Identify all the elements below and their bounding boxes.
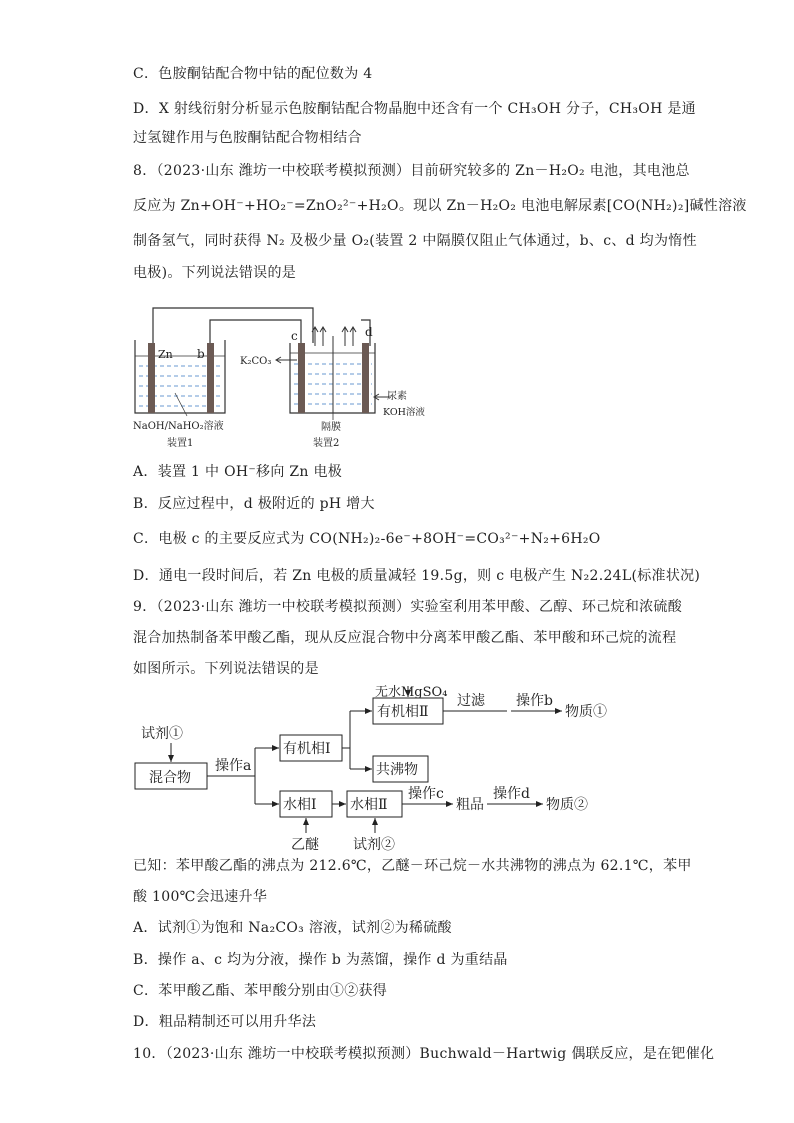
label-solution1: NaOH/NaHO₂溶液: [133, 421, 224, 432]
label-membrane: 隔膜: [321, 422, 341, 433]
zn-electrode: [148, 343, 155, 413]
text-organic-2: 有机相Ⅱ: [377, 704, 429, 720]
text-mixture: 混合物: [149, 770, 191, 786]
q9-option-a: A．试剂①为饱和 Na₂CO₃ 溶液，试剂②为稀硫酸: [133, 920, 452, 936]
q8-stem-line2: 反应为 Zn+OH⁻+HO₂⁻=ZnO₂²⁻+H₂O。现以 Zn－H₂O₂ 电池电解尿素[CO(NH₂)₂]碱性溶液: [133, 198, 747, 214]
text-op-c: 操作c: [408, 786, 444, 802]
q8-stem-line4: 电极)。下列说法错误的是: [133, 265, 297, 281]
label-k2co3: K₂CO₃: [240, 356, 272, 367]
label-b: b: [197, 347, 205, 361]
text-ether: 乙醚: [291, 837, 319, 853]
label-c: c: [291, 329, 298, 343]
q8-option-c: C．电极 c 的主要反应式为 CO(NH₂)₂-6e⁻+8OH⁻=CO₃²⁻+N₂+6H₂O: [133, 531, 601, 547]
c-electrode: [298, 343, 305, 413]
q9-stem-line1: 9．（2023·山东 潍坊一中校联考模拟预测）实验室利用苯甲酸、乙醇、环己烷和浓硫酸: [133, 599, 683, 615]
text-substance-1: 物质①: [565, 704, 607, 720]
q9-stem-line2: 混合加热制备苯甲酸乙酯，现从反应混合物中分离苯甲酸乙酯、苯甲酸和环己烷的流程: [133, 630, 677, 646]
text-aqueous-1: 水相Ⅰ: [283, 797, 317, 813]
label-koh: KOH溶液: [383, 407, 425, 418]
q7-option-d-line2: 过氢键作用与色胺酮钴配合物相结合: [133, 130, 362, 146]
q9-option-b: B．操作 a、c 均为分液，操作 b 为蒸馏，操作 d 为重结晶: [133, 952, 508, 968]
text-reagent-1: 试剂①: [141, 726, 183, 742]
text-substance-2: 物质②: [546, 797, 588, 813]
text-azeotrope: 共沸物: [376, 762, 418, 778]
text-op-d: 操作d: [493, 786, 530, 802]
b-electrode: [207, 343, 214, 413]
q8-stem-line3: 制备氢气，同时获得 N₂ 及极少量 O₂(装置 2 中隔膜仅阻止气体通过，b、c、d 均为惰性: [133, 233, 697, 249]
q8-option-b: B．反应过程中，d 极附近的 pH 增大: [133, 496, 375, 512]
text-op-b: 操作b: [516, 693, 553, 709]
text-organic-1: 有机相Ⅰ: [283, 741, 331, 757]
q9-option-d: D．粗品精制还可以用升华法: [133, 1014, 317, 1030]
label-device1: 装置1: [167, 438, 194, 449]
label-urea: 尿素: [387, 391, 407, 402]
q9-known-line2: 酸 100℃会迅速升华: [133, 889, 268, 905]
separation-flow-diagram: [125, 683, 645, 858]
label-zn: Zn: [158, 348, 173, 361]
electrolysis-apparatus-figure: [125, 298, 445, 458]
text-crude: 粗品: [456, 797, 484, 813]
label-device2: 装置2: [313, 438, 340, 449]
text-reagent-2: 试剂②: [353, 837, 395, 853]
q7-option-c: C．色胺酮钴配合物中钴的配位数为 4: [133, 66, 373, 82]
q10-stem-line1: 10．（2023·山东 潍坊一中校联考模拟预测）Buchwald－Hartwig 偶联反应，是在钯催化: [133, 1046, 715, 1062]
q8-option-d: D．通电一段时间后，若 Zn 电极的质量减轻 19.5g，则 c 电极产生 N₂2.24L(标准状况): [133, 568, 701, 584]
q8-option-a: A．装置 1 中 OH⁻移向 Zn 电极: [133, 464, 343, 480]
text-filter: 过滤: [457, 693, 485, 709]
d-electrode: [362, 343, 369, 413]
q9-stem-line3: 如图所示。下列说法错误的是: [133, 661, 319, 677]
q9-known-line1: 已知：苯甲酸乙酯的沸点为 212.6℃，乙醚－环己烷－水共沸物的沸点为 62.1℃，苯甲: [133, 858, 692, 874]
text-aqueous-2: 水相Ⅱ: [350, 797, 388, 813]
q9-option-c: C．苯甲酸乙酯、苯甲酸分别由①②获得: [133, 983, 388, 999]
q8-stem-line1: 8．（2023·山东 潍坊一中校联考模拟预测）目前研究较多的 Zn－H₂O₂ 电池，其电池总: [133, 163, 690, 179]
q7-option-d-line1: D．X 射线衍射分析显示色胺酮钴配合物晶胞中还含有一个 CH₃OH 分子，CH₃OH 是通: [133, 101, 696, 117]
text-op-a: 操作a: [215, 758, 252, 774]
text-mgso4: 无水MgSO₄: [375, 685, 448, 700]
label-d: d: [365, 325, 373, 339]
